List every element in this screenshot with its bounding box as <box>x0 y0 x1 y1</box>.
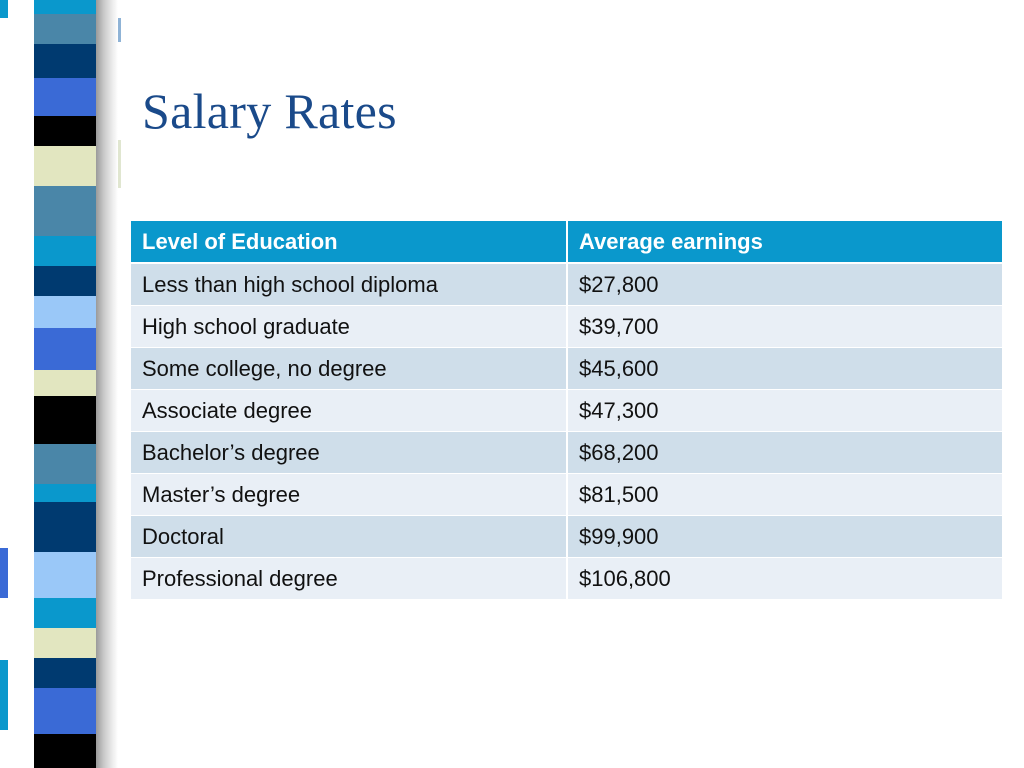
education-level-cell: Professional degree <box>131 558 567 600</box>
earnings-cell: $99,900 <box>567 516 1002 558</box>
earnings-cell: $106,800 <box>567 558 1002 600</box>
education-level-cell: Less than high school diploma <box>131 263 567 306</box>
table-row <box>131 516 1002 558</box>
title-accent-bar <box>118 18 121 42</box>
education-level-cell: Bachelor’s degree <box>131 432 567 474</box>
education-level-cell: Some college, no degree <box>131 348 567 390</box>
education-level-cell: Master’s degree <box>131 474 567 516</box>
earnings-cell: $47,300 <box>567 390 1002 432</box>
education-level-cell: Doctoral <box>131 516 567 558</box>
earnings-cell: $81,500 <box>567 474 1002 516</box>
column-header-earnings: Average earnings <box>567 221 1002 263</box>
education-level-cell: High school graduate <box>131 306 567 348</box>
slide-title: Salary Rates <box>142 83 397 139</box>
table-row <box>131 390 1002 432</box>
edge-stripe <box>0 0 8 768</box>
table-header-row <box>131 221 1002 263</box>
table-row <box>131 474 1002 516</box>
table-row <box>131 263 1002 306</box>
education-level-cell: Associate degree <box>131 390 567 432</box>
stripe-shadow <box>96 0 118 768</box>
column-header-education: Level of Education <box>131 221 567 263</box>
table-row <box>131 558 1002 600</box>
table-row <box>131 348 1002 390</box>
earnings-cell: $27,800 <box>567 263 1002 306</box>
earnings-cell: $45,600 <box>567 348 1002 390</box>
table-row <box>131 306 1002 348</box>
earnings-cell: $68,200 <box>567 432 1002 474</box>
salary-table <box>131 221 1002 600</box>
color-stripe-column <box>34 0 98 768</box>
table-row <box>131 432 1002 474</box>
earnings-cell: $39,700 <box>567 306 1002 348</box>
title-accent-bar-lower <box>118 140 121 188</box>
decorative-stripe-band <box>0 0 118 768</box>
